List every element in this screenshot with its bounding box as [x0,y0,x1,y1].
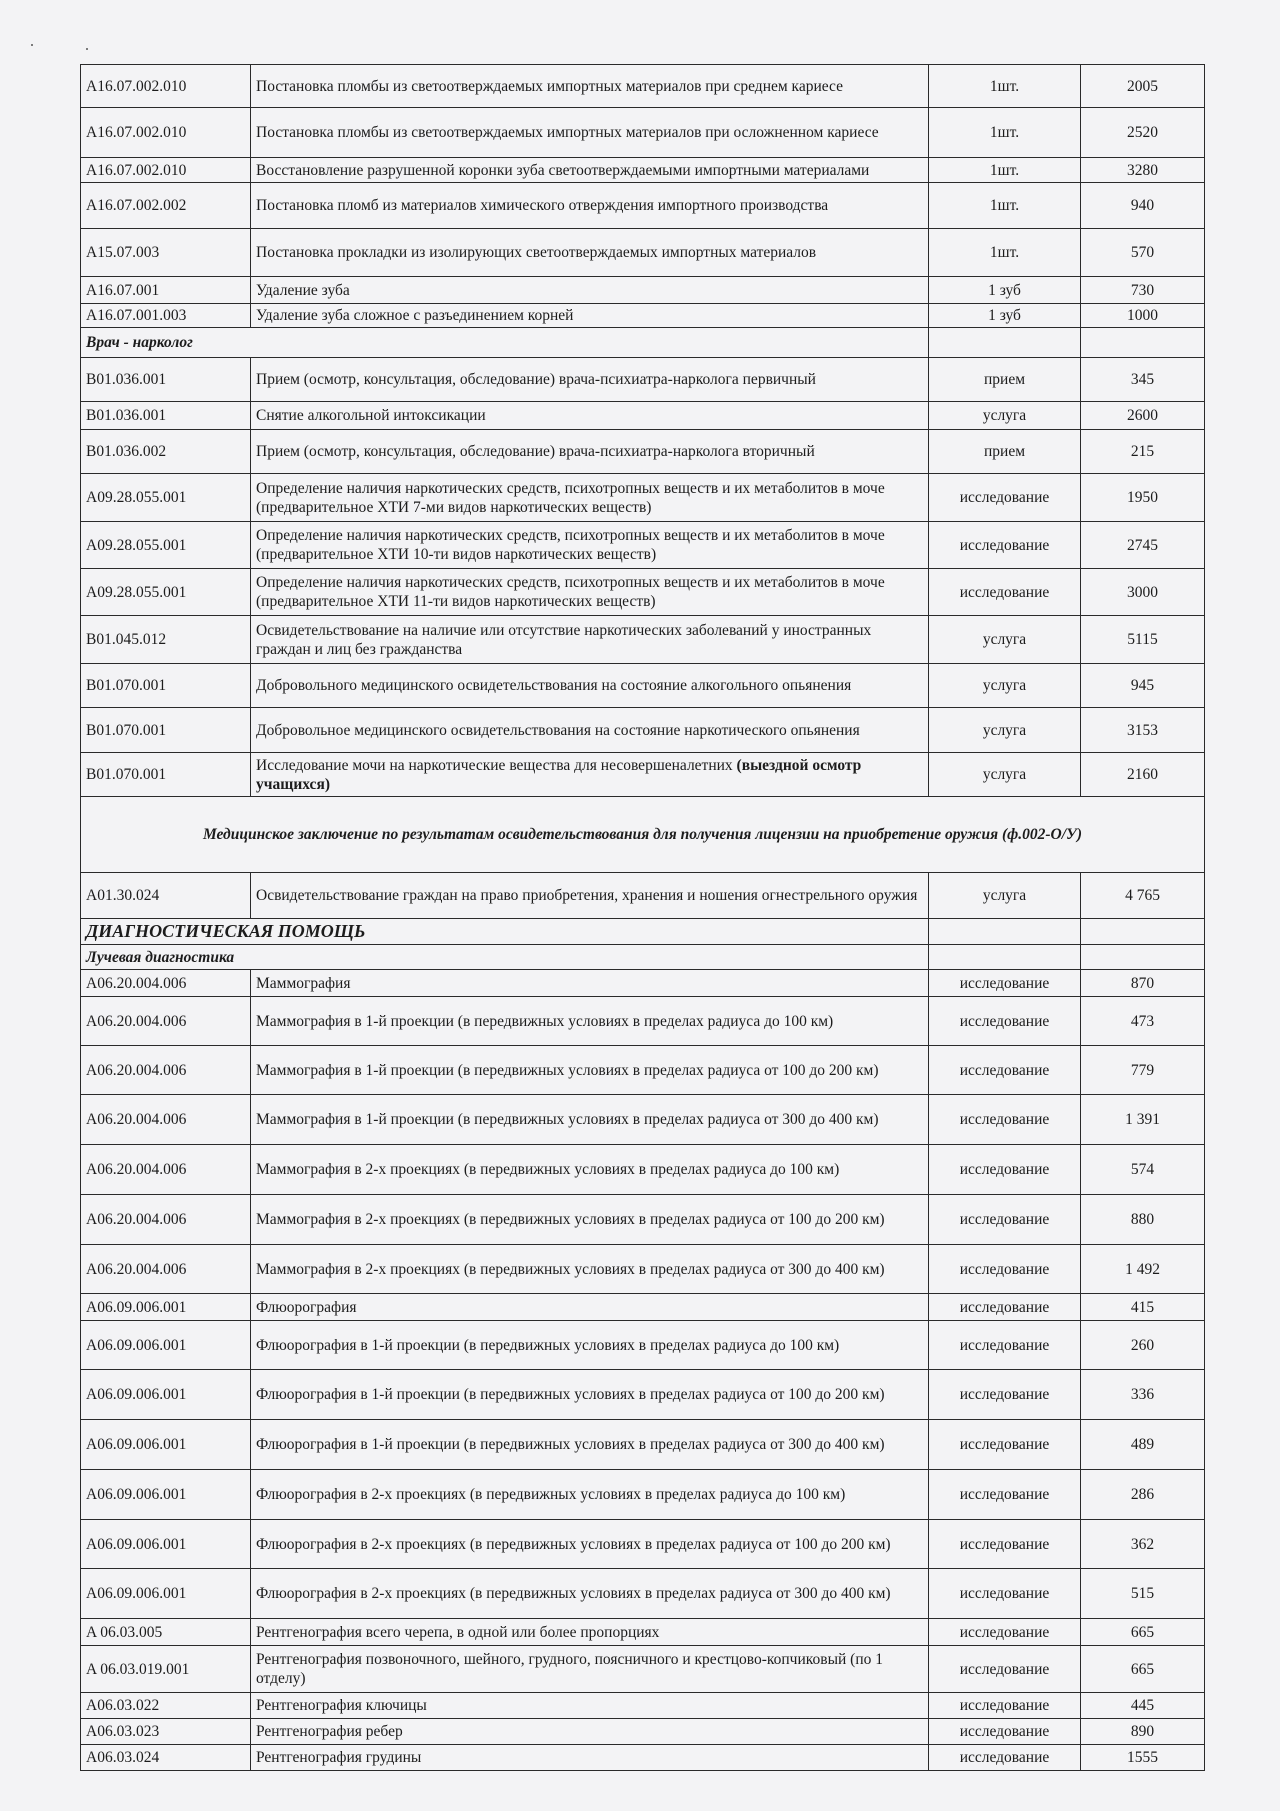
empty-cell [1081,945,1205,970]
unit-cell: исследование [929,1195,1081,1245]
service-code-cell: B01.045.012 [81,616,251,664]
price-cell: 945 [1081,664,1205,708]
service-code-cell: A06.03.024 [81,1745,251,1771]
price-cell: 415 [1081,1294,1205,1321]
unit-cell: исследование [929,1745,1081,1771]
price-cell: 3280 [1081,158,1205,183]
table-row [81,358,1205,402]
service-name-cell: Маммография в 1-й проекции (в передвижных условиях в пределах радиуса до 100 км) [251,997,929,1046]
service-name-cell: Определение наличия наркотических средств, психотропных веществ и их метаболитов в моче (предварительное ХТИ 11-ти видов наркотических веществ) [251,569,929,616]
unit-cell: 1 зуб [929,277,1081,304]
service-name-cell: Флюорография в 1-й проекции (в передвижных условиях в пределах радиуса до 100 км) [251,1321,929,1370]
unit-cell: услуга [929,708,1081,753]
unit-cell: исследование [929,1693,1081,1719]
block-title: Медицинское заключение по результатам освидетельствования для получения лицензии на приобретение оружия (ф.002-О/У) [81,797,1205,873]
unit-cell: 1 зуб [929,304,1081,328]
service-name-cell: Определение наличия наркотических средств, психотропных веществ и их метаболитов в моче (предварительное ХТИ 10-ти видов наркотических веществ) [251,522,929,569]
service-code-cell: A15.07.003 [81,229,251,277]
unit-cell: исследование [929,1646,1081,1693]
table-row [81,277,1205,304]
table-row [81,1719,1205,1745]
section-row [81,945,1205,970]
service-code-cell: B01.036.002 [81,430,251,474]
price-cell: 665 [1081,1646,1205,1693]
service-code-cell: A06.09.006.001 [81,1370,251,1420]
service-name-cell: Освидетельствование граждан на право приобретения, хранения и ношения огнестрельного оружия [251,873,929,919]
service-code-cell: A06.20.004.006 [81,1145,251,1195]
price-cell: 215 [1081,430,1205,474]
section-heading: Врач - нарколог [81,328,929,358]
service-name-cell: Флюорография [251,1294,929,1321]
service-name-cell: Рентгенография грудины [251,1745,929,1771]
service-code-cell: B01.070.001 [81,664,251,708]
unit-cell: исследование [929,1370,1081,1420]
scan-speck [86,48,88,50]
service-name-cell: Рентгенография позвоночного, шейного, грудного, поясничного и крестцово-копчиковый (по 1 отделу) [251,1646,929,1693]
service-name-cell: Прием (осмотр, консультация, обследование) врача-психиатра-нарколога первичный [251,358,929,402]
table-row [81,430,1205,474]
unit-cell: исследование [929,970,1081,997]
service-code-cell: B01.070.001 [81,753,251,797]
unit-cell: исследование [929,1719,1081,1745]
service-code-cell: A 06.03.005 [81,1619,251,1646]
table-row [81,1693,1205,1719]
table-row [81,1470,1205,1520]
service-name-cell: Флюорография в 2-х проекциях (в передвижных условиях в пределах радиуса до 100 км) [251,1470,929,1520]
table-row [81,522,1205,569]
price-cell: 940 [1081,183,1205,229]
table-row [81,229,1205,277]
unit-cell: 1шт. [929,183,1081,229]
service-name-cell: Маммография в 1-й проекции (в передвижных условиях в пределах радиуса от 300 до 400 км) [251,1095,929,1145]
table-row [81,1646,1205,1693]
table-row [81,708,1205,753]
service-code-cell: A06.20.004.006 [81,997,251,1046]
service-name-cell: Удаление зуба [251,277,929,304]
service-name-cell: Определение наличия наркотических средств, психотропных веществ и их метаболитов в моче (предварительное ХТИ 7-ми видов наркотических веществ) [251,474,929,522]
unit-cell: прием [929,430,1081,474]
unit-cell: исследование [929,1321,1081,1370]
table-row [81,304,1205,328]
service-code-cell: A16.07.002.010 [81,108,251,158]
price-cell: 3153 [1081,708,1205,753]
unit-cell: услуга [929,664,1081,708]
price-list-table [80,64,1205,1771]
service-code-cell: A16.07.001.003 [81,304,251,328]
unit-cell: услуга [929,873,1081,919]
service-code-cell: A06.09.006.001 [81,1470,251,1520]
unit-cell: услуга [929,753,1081,797]
service-code-cell: A06.09.006.001 [81,1569,251,1619]
table-row [81,753,1205,797]
service-name-cell: Постановка пломбы из светоотверждаемых импортных материалов при осложненном кариесе [251,108,929,158]
unit-cell: исследование [929,569,1081,616]
unit-cell: прием [929,358,1081,402]
service-name-cell: Прием (осмотр, консультация, обследование) врача-психиатра-нарколога вторичный [251,430,929,474]
empty-cell [929,328,1081,358]
price-cell: 345 [1081,358,1205,402]
service-code-cell: A16.07.002.010 [81,158,251,183]
price-cell: 1000 [1081,304,1205,328]
table-row [81,1619,1205,1646]
price-cell: 570 [1081,229,1205,277]
empty-cell [929,945,1081,970]
table-row [81,65,1205,108]
section-heading: Лучевая диагностика [81,945,929,970]
price-cell: 515 [1081,1569,1205,1619]
price-cell: 1950 [1081,474,1205,522]
service-name-cell: Рентгенография ребер [251,1719,929,1745]
table-row [81,873,1205,919]
service-code-cell: A06.20.004.006 [81,1046,251,1095]
service-name-cell: Флюорография в 2-х проекциях (в передвижных условиях в пределах радиуса от 100 до 200 км) [251,1520,929,1569]
table-row [81,1420,1205,1470]
service-code-cell: A 06.03.019.001 [81,1646,251,1693]
service-name-cell: Маммография в 1-й проекции (в передвижных условиях в пределах радиуса от 100 до 200 км) [251,1046,929,1095]
unit-cell: услуга [929,402,1081,430]
price-cell: 730 [1081,277,1205,304]
price-cell: 260 [1081,1321,1205,1370]
price-cell: 870 [1081,970,1205,997]
service-name-cell: Маммография [251,970,929,997]
service-code-cell: B01.036.001 [81,358,251,402]
price-cell: 4 765 [1081,873,1205,919]
price-list-body [81,65,1205,1771]
service-code-cell: A06.03.022 [81,1693,251,1719]
service-code-cell: A06.20.004.006 [81,1095,251,1145]
unit-cell: исследование [929,1046,1081,1095]
service-name-cell [251,753,929,797]
price-cell: 1 492 [1081,1245,1205,1294]
price-cell: 2600 [1081,402,1205,430]
table-row [81,569,1205,616]
table-row [81,1370,1205,1420]
service-code-cell: B01.036.001 [81,402,251,430]
service-name-cell: Маммография в 2-х проекциях (в передвижных условиях в пределах радиуса до 100 км) [251,1145,929,1195]
service-name-cell: Постановка пломбы из светоотверждаемых импортных материалов при среднем кариесе [251,65,929,108]
service-code-cell: A06.09.006.001 [81,1520,251,1569]
unit-cell: 1шт. [929,108,1081,158]
empty-cell [929,919,1081,945]
table-row [81,1046,1205,1095]
unit-cell: исследование [929,522,1081,569]
table-row [81,183,1205,229]
price-cell: 665 [1081,1619,1205,1646]
table-row [81,474,1205,522]
service-name-cell: Снятие алкогольной интоксикации [251,402,929,430]
table-row [81,158,1205,183]
unit-cell: исследование [929,1569,1081,1619]
table-row [81,108,1205,158]
table-row [81,1294,1205,1321]
service-code-cell: A16.07.002.010 [81,65,251,108]
price-cell: 1555 [1081,1745,1205,1771]
price-cell: 890 [1081,1719,1205,1745]
service-name-cell: Добровольного медицинского освидетельствования на состояние алкогольного опьянения [251,664,929,708]
unit-cell: 1шт. [929,229,1081,277]
unit-cell: исследование [929,1420,1081,1470]
service-code-cell: A06.09.006.001 [81,1321,251,1370]
table-row [81,1745,1205,1771]
table-row [81,970,1205,997]
unit-cell: исследование [929,1145,1081,1195]
price-cell: 1 391 [1081,1095,1205,1145]
price-cell: 880 [1081,1195,1205,1245]
service-name-cell: Восстановление разрушенной коронки зуба светоотверждаемыми импортными материалами [251,158,929,183]
unit-cell: исследование [929,1095,1081,1145]
service-code-cell: A09.28.055.001 [81,569,251,616]
table-row [81,616,1205,664]
unit-cell: исследование [929,1619,1081,1646]
table-row [81,1569,1205,1619]
service-name-bold-note: (выездной осмотр учащихся) [256,756,862,793]
unit-cell: исследование [929,1294,1081,1321]
unit-cell: исследование [929,474,1081,522]
service-name-cell: Постановка пломб из материалов химического отверждения импортного производства [251,183,929,229]
service-name-cell: Флюорография в 1-й проекции (в передвижных условиях в пределах радиуса от 300 до 400 км) [251,1420,929,1470]
price-cell: 2160 [1081,753,1205,797]
price-cell: 5115 [1081,616,1205,664]
service-code-cell: A01.30.024 [81,873,251,919]
service-name-cell: Флюорография в 1-й проекции (в передвижных условиях в пределах радиуса от 100 до 200 км) [251,1370,929,1420]
table-row [81,1245,1205,1294]
table-row [81,1145,1205,1195]
price-cell: 2520 [1081,108,1205,158]
service-code-cell: A09.28.055.001 [81,522,251,569]
service-code-cell: B01.070.001 [81,708,251,753]
service-name-cell: Рентгенография всего черепа, в одной или более пропорциях [251,1619,929,1646]
price-cell: 3000 [1081,569,1205,616]
service-code-cell: A16.07.002.002 [81,183,251,229]
section-row [81,328,1205,358]
service-name-cell: Добровольное медицинского освидетельствования на состояние наркотического опьянения [251,708,929,753]
service-code-cell: A06.20.004.006 [81,1245,251,1294]
service-name-cell: Постановка прокладки из изолирующих светоотверждаемых импортных материалов [251,229,929,277]
empty-cell [1081,328,1205,358]
price-cell: 779 [1081,1046,1205,1095]
price-cell: 473 [1081,997,1205,1046]
table-row [81,1321,1205,1370]
table-row [81,997,1205,1046]
service-code-cell: A06.09.006.001 [81,1294,251,1321]
price-cell: 286 [1081,1470,1205,1520]
service-code-cell: A06.03.023 [81,1719,251,1745]
table-row [81,1520,1205,1569]
service-name-cell: Маммография в 2-х проекциях (в передвижных условиях в пределах радиуса от 300 до 400 км) [251,1245,929,1294]
service-code-cell: A16.07.001 [81,277,251,304]
price-cell: 2745 [1081,522,1205,569]
unit-cell: исследование [929,1520,1081,1569]
section-heading: ДИАГНОСТИЧЕСКАЯ ПОМОЩЬ [81,919,929,945]
table-row [81,1195,1205,1245]
section-row [81,919,1205,945]
table-row [81,664,1205,708]
service-code-cell: A06.09.006.001 [81,1420,251,1470]
service-name-text: Исследование мочи на наркотические вещества для несовершеналетних [256,756,733,774]
price-cell: 445 [1081,1693,1205,1719]
unit-cell: исследование [929,1470,1081,1520]
unit-cell: 1шт. [929,158,1081,183]
table-row [81,402,1205,430]
price-cell: 2005 [1081,65,1205,108]
service-code-cell: A09.28.055.001 [81,474,251,522]
unit-cell: услуга [929,616,1081,664]
price-cell: 489 [1081,1420,1205,1470]
service-code-cell: A06.20.004.006 [81,970,251,997]
empty-cell [1081,919,1205,945]
price-cell: 336 [1081,1370,1205,1420]
service-code-cell: A06.20.004.006 [81,1195,251,1245]
unit-cell: 1шт. [929,65,1081,108]
price-cell: 362 [1081,1520,1205,1569]
price-cell: 574 [1081,1145,1205,1195]
title-row [81,797,1205,873]
service-name-cell: Флюорография в 2-х проекциях (в передвижных условиях в пределах радиуса от 300 до 400 км) [251,1569,929,1619]
service-name-cell: Освидетельствование на наличие или отсутствие наркотических заболеваний у иностранных граждан и лиц без гражданства [251,616,929,664]
table-row [81,1095,1205,1145]
unit-cell: исследование [929,997,1081,1046]
service-name-cell: Рентгенография ключицы [251,1693,929,1719]
service-name-cell: Удаление зуба сложное с разъединением корней [251,304,929,328]
service-name-cell: Маммография в 2-х проекциях (в передвижных условиях в пределах радиуса от 100 до 200 км) [251,1195,929,1245]
scan-speck [31,44,33,46]
unit-cell: исследование [929,1245,1081,1294]
